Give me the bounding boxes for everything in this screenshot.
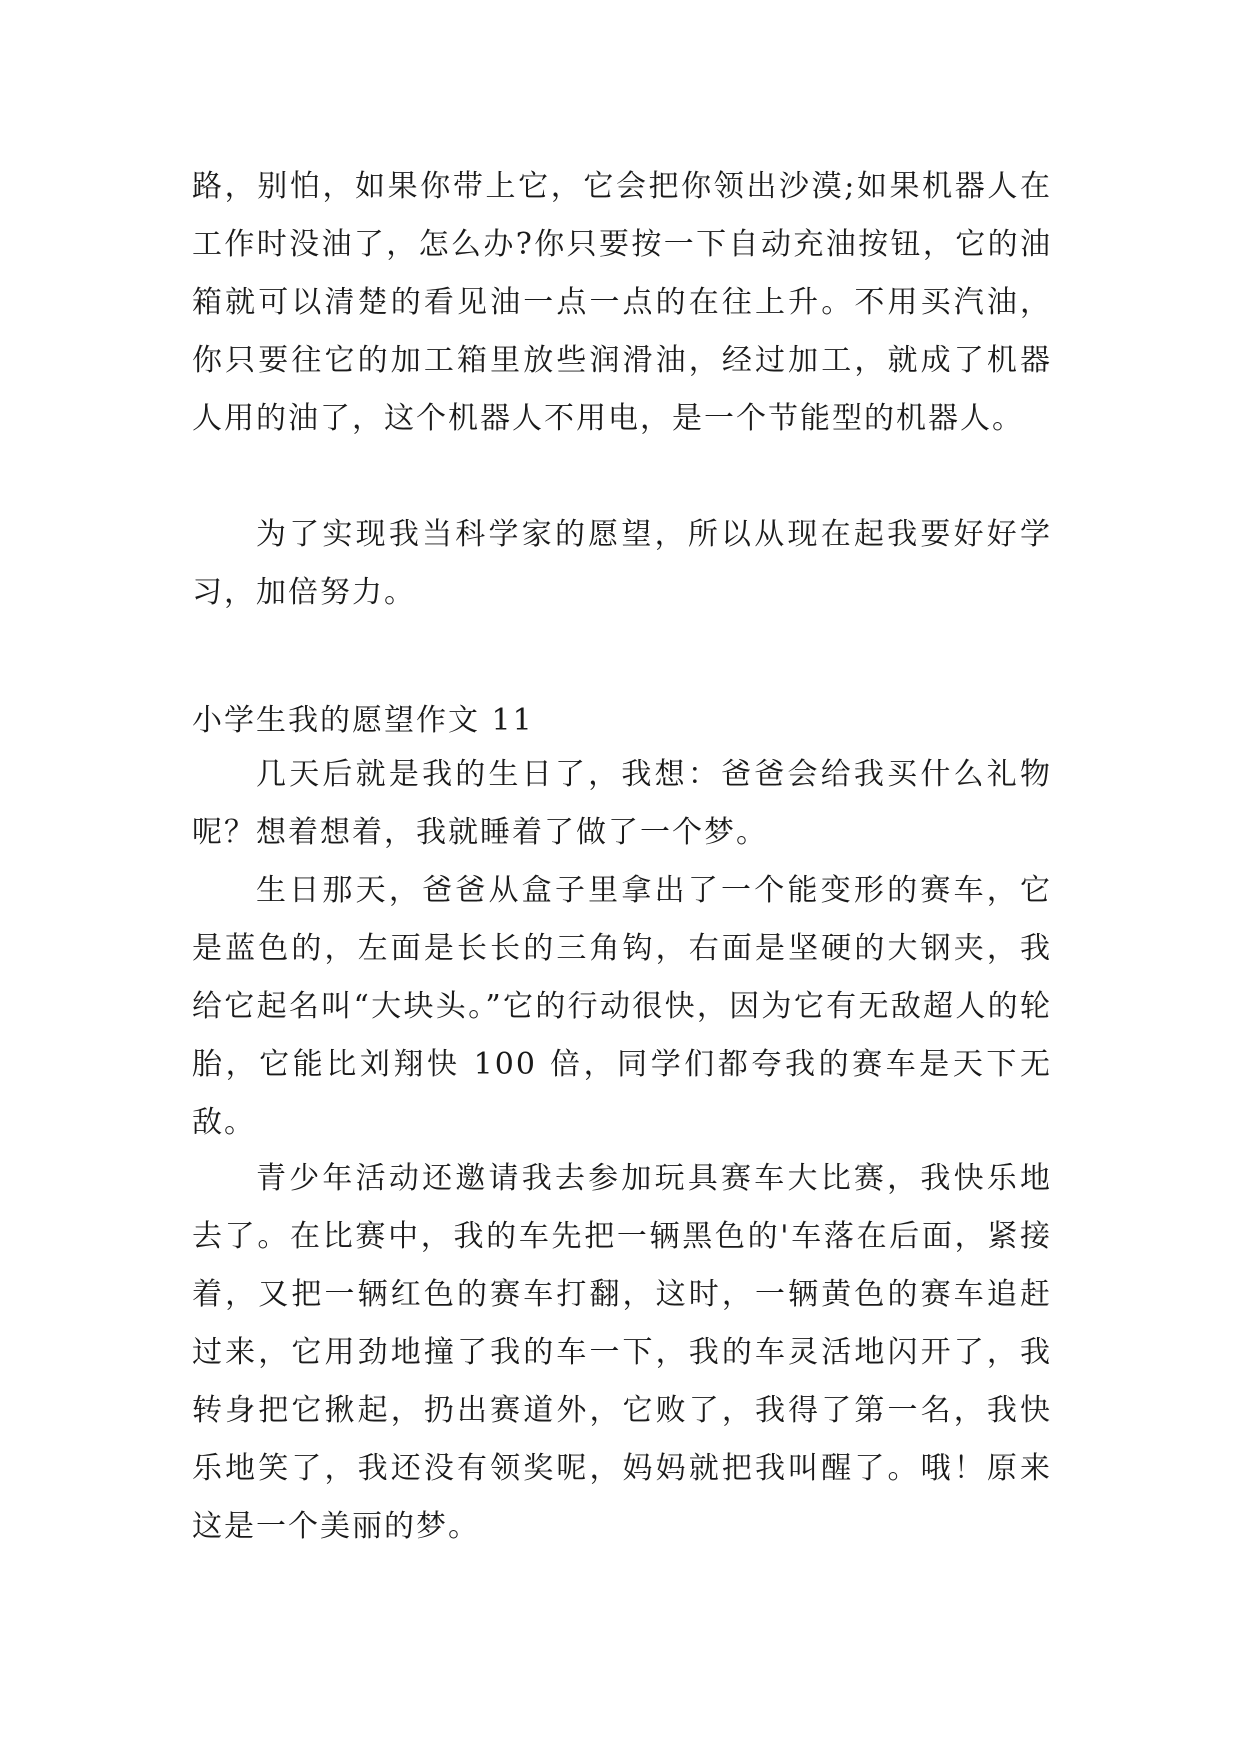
section-title: 小学生我的愿望作文 11 — [192, 703, 534, 738]
paragraph-competition: 青少年活动还邀请我去参加玩具赛车大比赛，我快乐地去了。在比赛中，我的车先把一辆黑色的'车落在后面，紧接着，又把一辆红色的赛车打翻，这时，一辆黄色的赛车追赶过来，它用劲地撞了我的车一下，我的车灵活地闪开了，我转身把它揪起，扔出赛道外，它败了，我得了第一名，我快乐地笑了，我还没有领奖呢，妈妈就把我叫醒了。哦！原来这是一个美丽的梦。 — [192, 1161, 1052, 1544]
paragraph-wish-scientist: 为了实现我当科学家的愿望，所以从现在起我要好好学习，加倍努力。 — [192, 517, 1052, 610]
paragraph-race-car: 生日那天，爸爸从盒子里拿出了一个能变形的赛车，它是蓝色的，左面是长长的三角钩，右面是坚硬的大钢夹，我给它起名叫“大块头。”它的行动很快，因为它有无敌超人的轮胎，它能比刘翔快 100 倍，同学们都夸我的赛车是天下无敌。 — [192, 873, 1052, 1140]
paragraph-birthday: 几天后就是我的生日了，我想：爸爸会给我买什么礼物呢？想着想着，我就睡着了做了一个梦。 — [192, 757, 1052, 850]
continuation-paragraph: 路，别怕，如果你带上它，它会把你领出沙漠;如果机器人在工作时没油了，怎么办?你只要按一下自动充油按钮，它的油箱就可以清楚的看见油一点一点的在往上升。不用买汽油，你只要往它的加工箱里放些润滑油，经过加工，就成了机器人用的油了，这个机器人不用电，是一个节能型的机器人。 — [192, 169, 1052, 436]
